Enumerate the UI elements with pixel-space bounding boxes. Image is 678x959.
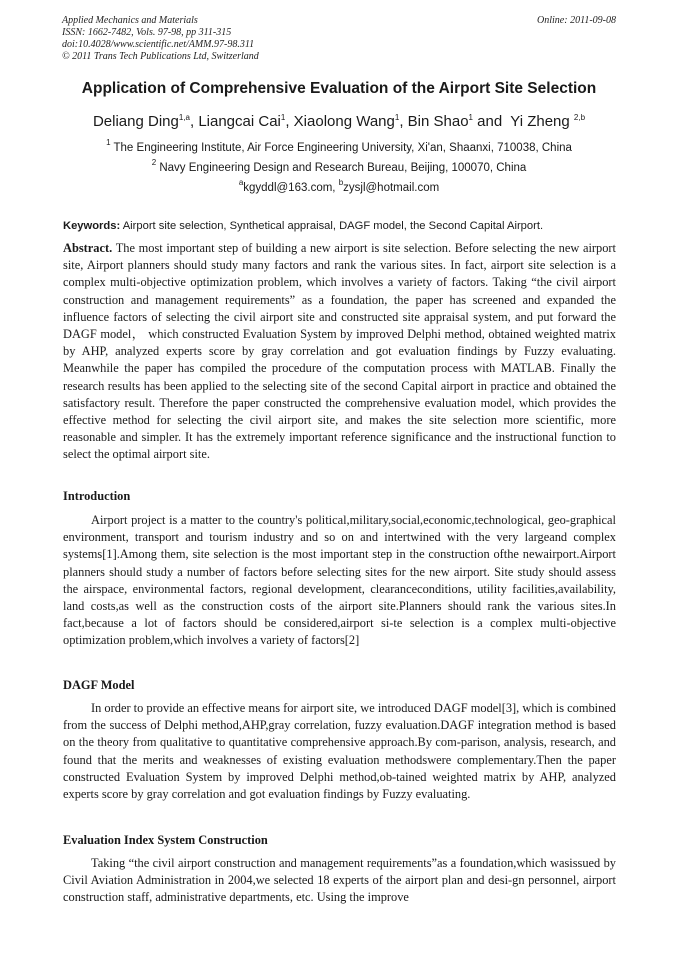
section-body-evaluation-index: Taking “the civil airport construction and management requirements”as a foundation,which wasissued by Civil Aviation Administration in 2004,we selected 18 experts of the airport plan and desi-gn personnel, airport construction staff, administrative departments, etc. Using the improve — [63, 856, 616, 905]
affiliation-text: Navy Engineering Design and Research Bureau, Beijing, 100070, China — [159, 162, 527, 174]
abstract — [63, 240, 616, 464]
section-body-dagf-model: In order to provide an effective means for airport site, we introduced DAGF model[3], which is combined from the success of Delphi method,AHP,gray correlation, fuzzy evaluation.DAGF integration method is based on the theory from qualitative to quantitative comprehensive approach.By com-parison, analysis, research, and found that the merits and weaknesses of existing evaluation methodswere complementary.Then the paper constructed Evaluation System by improved Delphi method,ob-tained weighted matrix by AHP, analyzed experts score by gray correlation and got evaluation findings by Fuzzy evaluating. — [63, 701, 616, 802]
journal-name: Applied Mechanics and Materials — [62, 15, 198, 26]
affiliation-2 — [40, 160, 638, 176]
issn-line: ISSN: 1662-7482, Vols. 97-98, pp 311-315 — [62, 27, 232, 38]
email-line — [40, 180, 638, 196]
section-heading-introduction: Introduction — [63, 489, 131, 503]
author-name: Liangcai Cai — [198, 113, 281, 130]
keywords-text: Airport site selection, Synthetical appraisal, DAGF model, the Second Capital Airport. — [122, 220, 544, 232]
journal-header — [62, 15, 616, 63]
abstract-label: Abstract. — [63, 241, 113, 255]
section-heading-evaluation-index: Evaluation Index System Construction — [63, 833, 268, 847]
author-name: Xiaolong Wang — [293, 113, 395, 130]
doi-line: doi:10.4028/www.scientific.net/AMM.97-98.311 — [62, 39, 255, 50]
author-name: Yi Zheng — [510, 113, 570, 130]
author-sup: 2,b — [573, 113, 586, 122]
keywords — [63, 218, 616, 234]
author-sup: 1 — [280, 113, 286, 122]
keywords-label: Keywords: — [63, 220, 121, 232]
email-sup: b — [338, 178, 344, 187]
section-body-introduction: Airport project is a matter to the country's political,military,social,economic,technological, geo-graphical environment, transport and tourism industry and so on and intertwined with the very largeand complex systems[1].Among them, site selection is the most important step in the construction ofthe newairport.Airport planners should study a number of factors before selecting sites for the new airport. Site study should assess the airspace, environmental factors, regional development, clearanceconditions, utility facilities,availability, land costs,as well as the construction costs of the airport site.Planners should rank the various sites.In fact,because a lot of factors should be considered,airport si-te selection is a complex multi-objective optimization problem,which involves a variety of factors[2] — [63, 513, 616, 648]
email-text: kgyddl@163.com, — [243, 182, 339, 194]
affiliation-sup: 2 — [151, 158, 157, 167]
copyright-line: © 2011 Trans Tech Publications Ltd, Switzerland — [62, 51, 259, 62]
affiliation-text: The Engineering Institute, Air Force Engineering University, Xi'an, Shaanxi, 710038, China — [113, 142, 572, 154]
abstract-text: The most important step of building a new airport is site selection. Before selecting the new airport site, Airport planners should study many factors and rank the various sites. In fact, airport site selection is a complex multi-objective optimization problem, which involves a variety of factors. Taking “the civil airport construction and management requirements” as a foundation, the paper has screened and expanded the influence factors of selecting the civil airport site and constructed site appraisal system, and put forward the DAGF model， which constructed Evaluation System by improved Delphi method, obtained weighted matrix by AHP, analyzed experts score by gray correlation and got evaluation findings by Fuzzy evaluating. Meanwhile the paper has compiled the procedure of the computation process with MATLAB. Finally the research results has been applied to the selecting site of the second Capital airport in practice and obtained the satisfactory result. Therefore the paper constructed the comprehensive evaluation model, which provides the effective method for selecting the civil airport site, and makes the site selection more scientific, more reasonable and simpler. It has the extremely important reference significance and the instructional function to select the optimal airport site. — [63, 241, 617, 462]
author-name: Bin Shao — [407, 113, 469, 130]
author-name: Deliang Ding — [92, 113, 179, 130]
email-text: zysjl@hotmail.com — [343, 182, 440, 194]
affiliation-sup: 1 — [106, 138, 111, 147]
author-sup: 1,a — [178, 113, 190, 122]
section-heading-dagf-model: DAGF Model — [63, 678, 135, 692]
online-date: Online: 2011-09-08 — [537, 15, 616, 26]
author-sup: 1 — [394, 113, 400, 122]
author-sup: 1 — [468, 113, 473, 122]
email-sup: a — [238, 178, 244, 187]
paper-title: Application of Comprehensive Evaluation of the Airport Site Selection — [81, 80, 597, 97]
author-list: Deliang Ding$^{1,a}$, Liangcai Cai$^1$, Xiaolong Wang$^1$, Bin Shao$^1$ and Yi Zheng $^{2,b}$ — [92, 113, 586, 130]
affiliation-1 — [40, 140, 638, 156]
